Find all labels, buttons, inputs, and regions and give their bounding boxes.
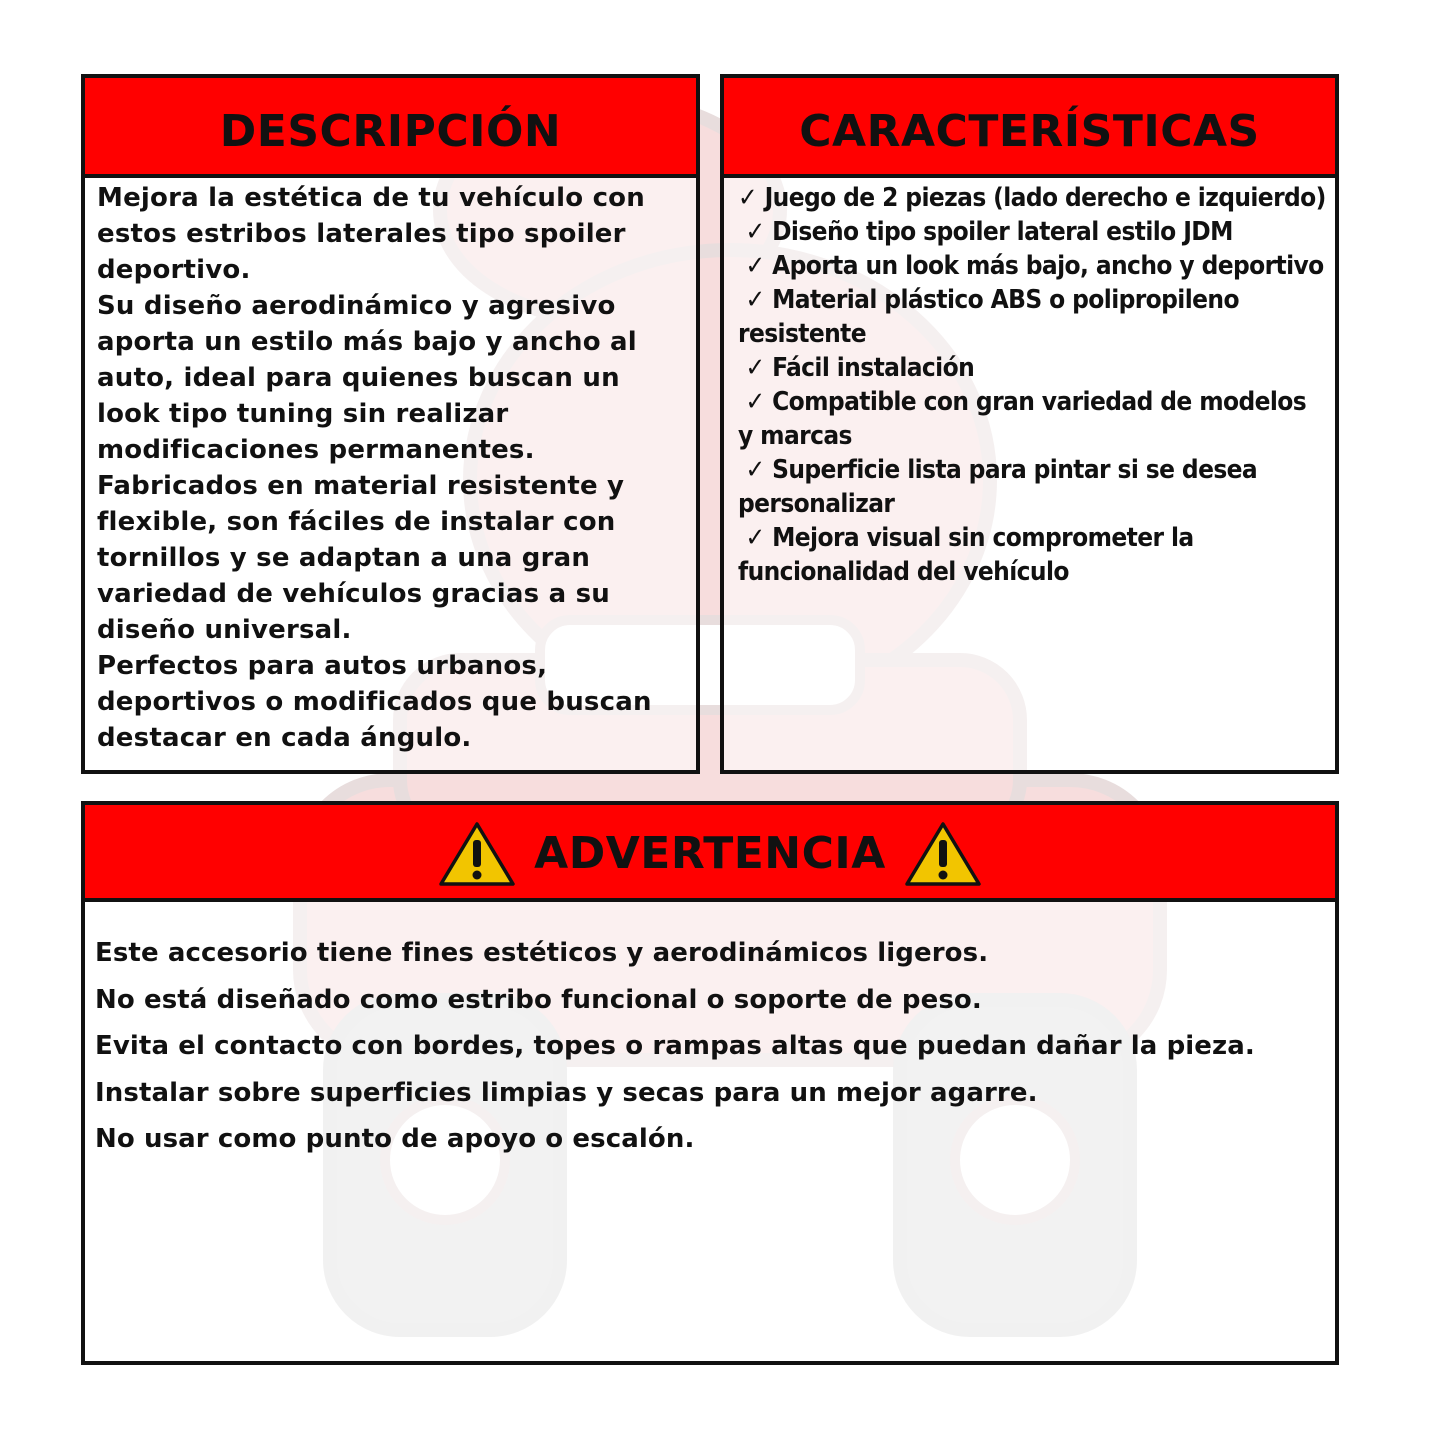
warning-header: [85, 805, 1335, 902]
feature-item: [738, 215, 1327, 249]
description-title: DESCRIPCIÓN: [219, 105, 562, 157]
description-panel: [81, 74, 700, 774]
feature-text: Compatible con gran variedad de modelos y marcas: [738, 387, 1307, 451]
feature-item: [738, 249, 1327, 283]
check-icon: ✓: [745, 523, 765, 553]
feature-text: Fácil instalación: [772, 353, 975, 383]
warning-line: Instalar sobre superficies limpias y secas para un mejor agarre.: [95, 1077, 1038, 1108]
check-icon: ✓: [745, 251, 765, 281]
feature-text: Aporta un look más bajo, ancho y deportivo: [772, 251, 1324, 281]
feature-item: [738, 453, 1327, 521]
feature-item: [738, 283, 1327, 351]
warning-line: No está diseñado como estribo funcional o soporte de peso.: [95, 984, 982, 1015]
warning-line: No usar como punto de apoyo o escalón.: [95, 1124, 695, 1154]
feature-text: Superficie lista para pintar si se desea personalizar: [738, 455, 1258, 519]
warning-title-group: [438, 820, 982, 888]
feature-text: Material plástico ABS o polipropileno resistente: [738, 285, 1239, 349]
warning-title: ADVERTENCIA: [534, 828, 886, 879]
feature-item: [738, 385, 1327, 453]
features-panel: [720, 74, 1339, 774]
check-icon: ✓: [745, 353, 765, 383]
check-icon: ✓: [745, 217, 765, 247]
check-icon: ✓: [738, 183, 758, 213]
description-body: Mejora la estética de tu vehículo con estos estribos laterales tipo spoiler deportivo. Su diseño aerodinámico y agresivo aporta un estilo más bajo y ancho al auto, ideal para quienes buscan un look tipo tuning sin realizar modificaciones permanentes. Fabricados en material resistente y flexible, son fáciles de instalar con tornillos y se adaptan a una gran variedad de vehículos gracias a su diseño universal. Perfectos para autos urbanos, deportivos o modificados que buscan destacar en cada ángulo.: [97, 183, 652, 753]
warning-line: Este accesorio tiene fines estéticos y aerodinámicos ligeros.: [95, 938, 989, 968]
warning-panel: [81, 801, 1339, 1365]
feature-text: Juego de 2 piezas (lado derecho e izquierdo): [764, 183, 1326, 213]
features-list: [724, 178, 1335, 589]
description-header: [85, 78, 696, 178]
feature-item: [738, 181, 1327, 215]
warning-body: [85, 902, 1335, 1163]
feature-text: Diseño tipo spoiler lateral estilo JDM: [772, 217, 1233, 247]
features-title: CARACTERÍSTICAS: [799, 105, 1260, 157]
check-icon: ✓: [745, 387, 765, 417]
warning-line: Evita el contacto con bordes, topes o rampas altas que puedan dañar la pieza.: [95, 1031, 1255, 1061]
warning-triangle-icon: [904, 820, 982, 888]
feature-item: [738, 351, 1327, 385]
check-icon: ✓: [745, 285, 765, 315]
check-icon: ✓: [745, 455, 765, 485]
feature-text: Mejora visual sin comprometer la funcionalidad del vehículo: [738, 523, 1194, 587]
warning-triangle-icon: [438, 820, 516, 888]
feature-item: [738, 521, 1327, 589]
features-header: [724, 78, 1335, 178]
